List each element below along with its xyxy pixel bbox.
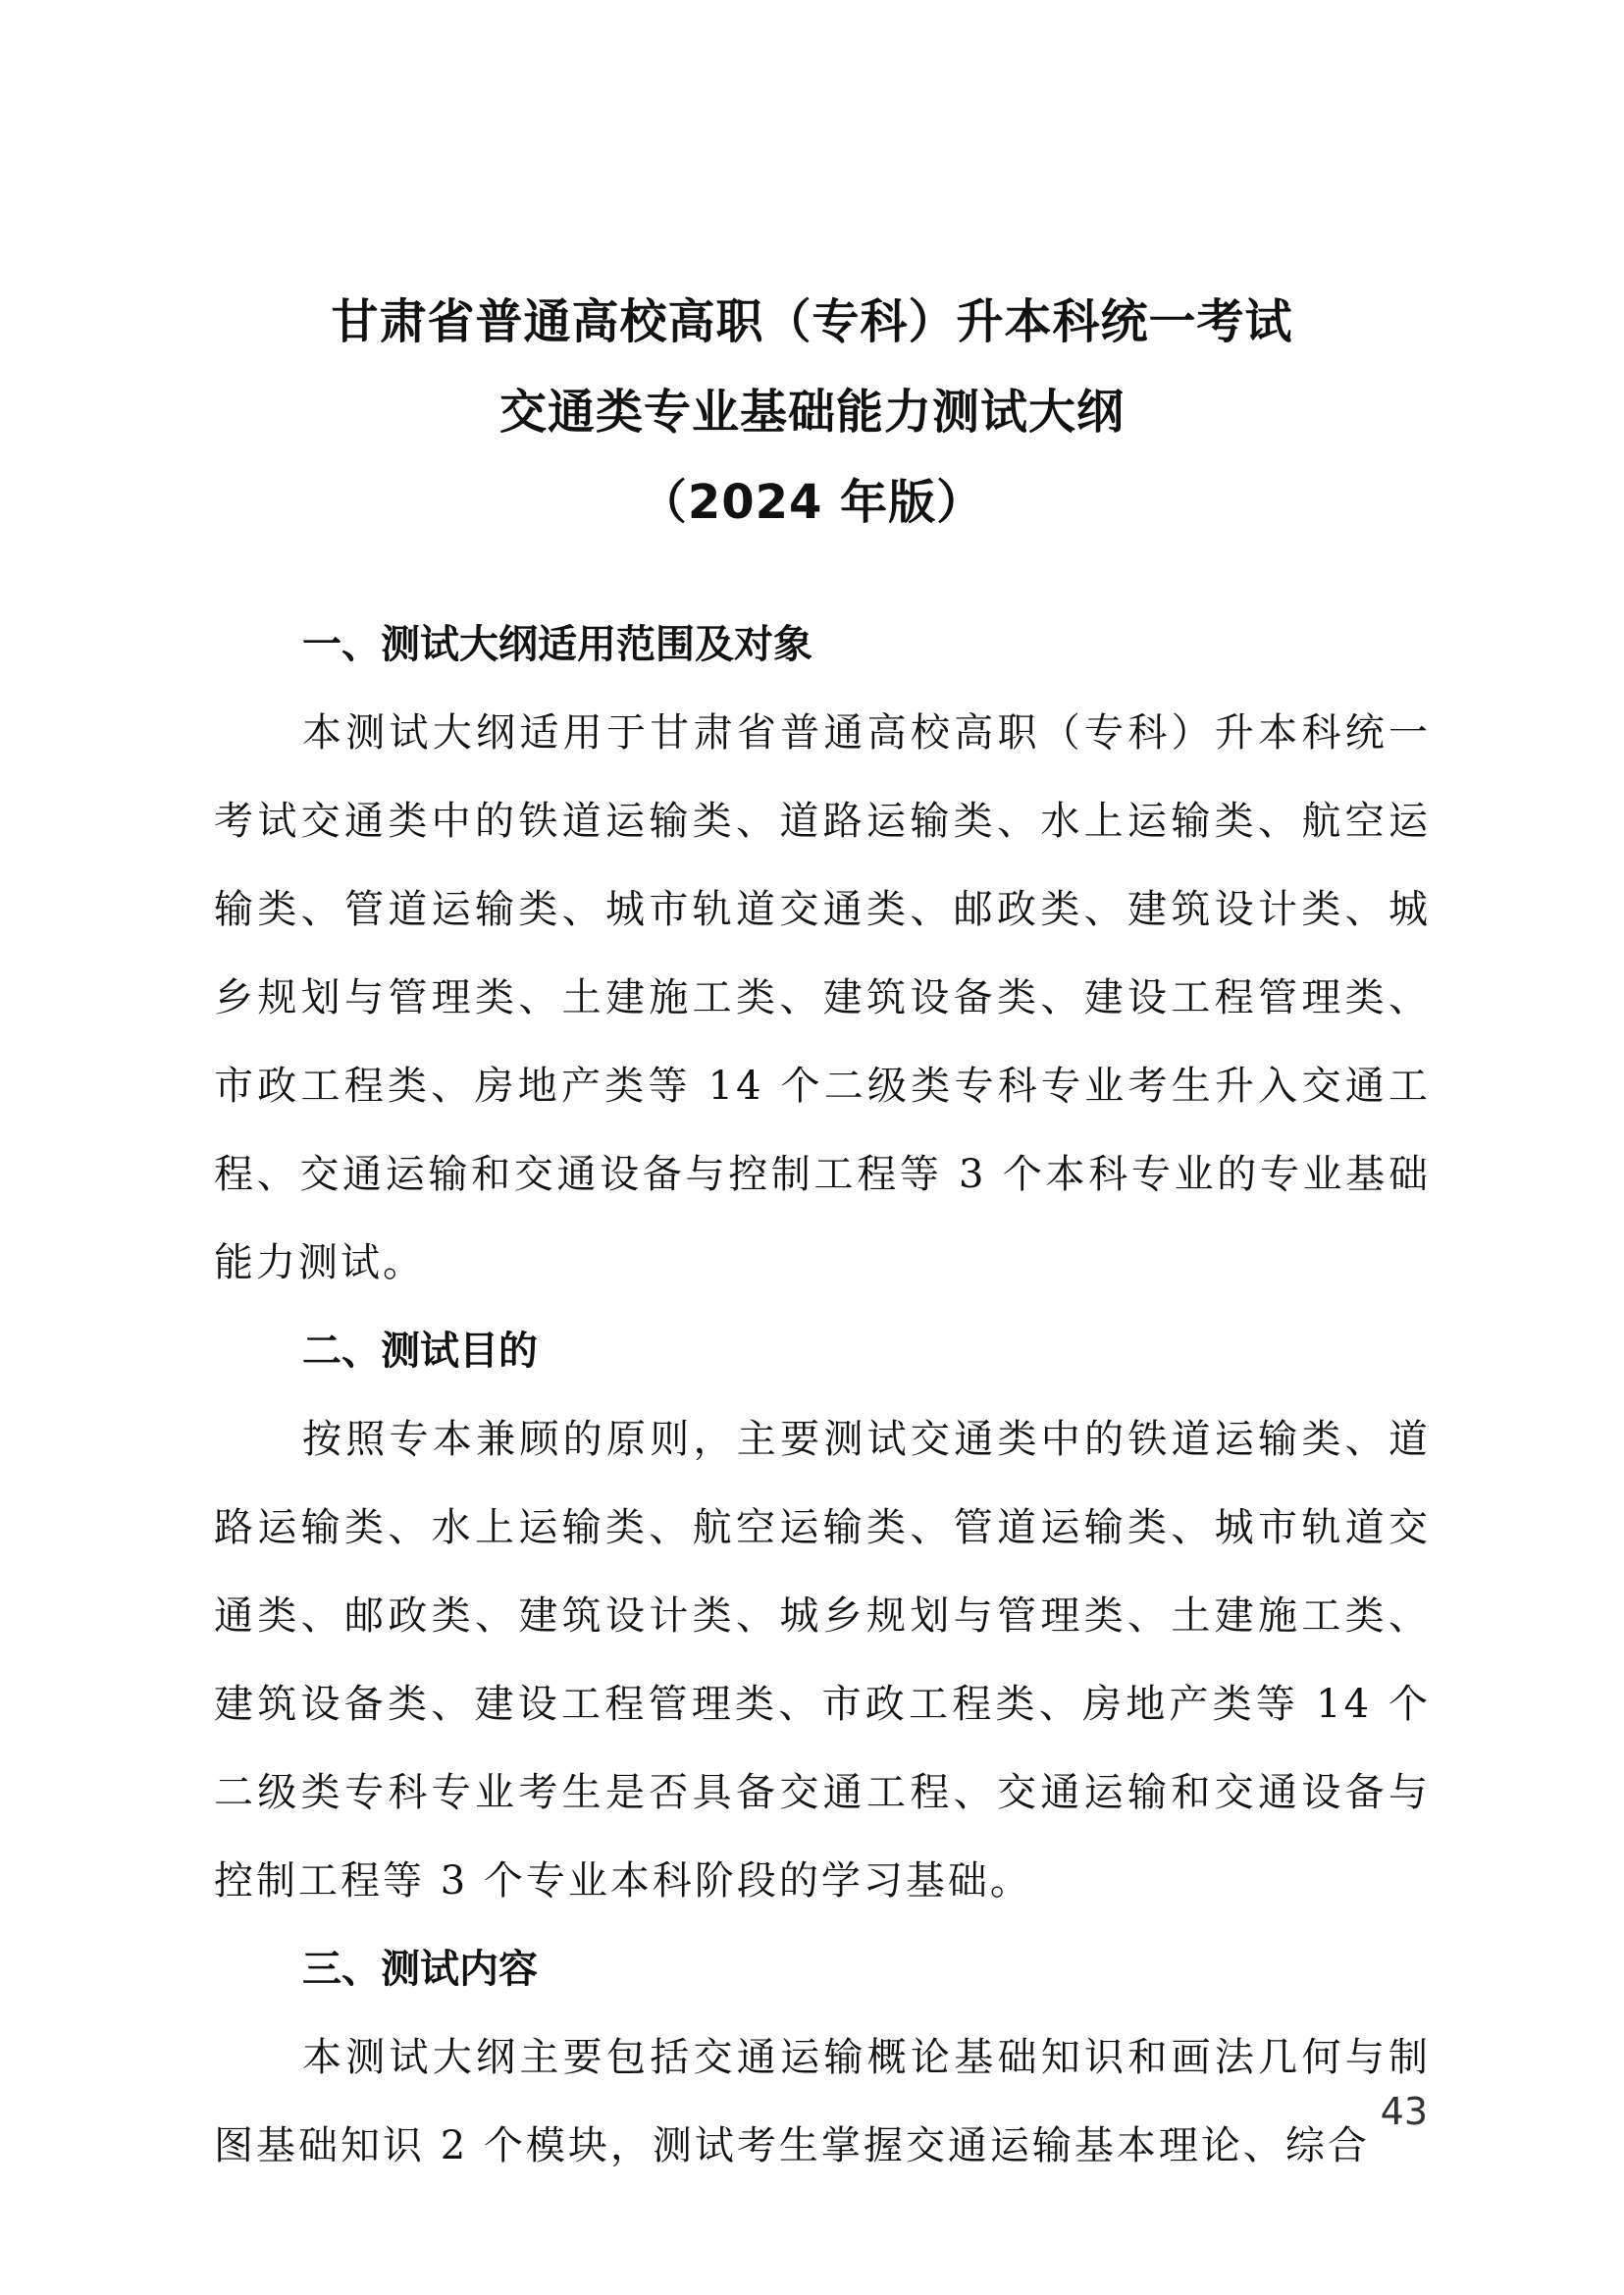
page-number: 43 <box>1380 2090 1428 2133</box>
section-paragraph-content: 本测试大纲主要包括交通运输概论基础知识和画法几何与制图基础知识 2 个模块，测试考生掌握交通运输基本理论、综合 <box>214 2035 1431 2168</box>
title-line-2: 交通类专业基础能力测试大纲 <box>498 385 1125 440</box>
section-heading-scope: 一、测试大纲适用范围及对象 <box>302 622 812 667</box>
section-heading-content: 三、测试内容 <box>302 1947 538 1992</box>
document-body <box>214 600 1431 2190</box>
document-title <box>0 277 1624 548</box>
section-paragraph-scope: 本测试大纲适用于甘肃省普通高校高职（专科）升本科统一考试交通类中的铁道运输类、道路运输类、水上运输类、航空运输类、管道运输类、城市轨道交通类、邮政类、建筑设计类、城乡规划与管理类、土建施工类、建筑设备类、建设工程管理类、市政工程类、房地产类等 14 个二级类专科专业考生升入交通工程、交通运输和交通设备与控制工程等 3 个本科专业的专业基础能力测试。 <box>214 710 1431 1285</box>
title-line-1: 甘肃省普通高校高职（专科）升本科统一考试 <box>331 294 1293 349</box>
section-heading-purpose: 二、测试目的 <box>302 1329 538 1374</box>
title-line-3: （2024 年版） <box>639 475 985 530</box>
section-paragraph-purpose: 按照专本兼顾的原则，主要测试交通类中的铁道运输类、道路运输类、水上运输类、航空运输类、管道运输类、城市轨道交通类、邮政类、建筑设计类、城乡规划与管理类、土建施工类、建筑设备类、建设工程管理类、市政工程类、房地产类等 14 个二级类专科专业考生是否具备交通工程、交通运输和交通设备与控制工程等 3 个专业本科阶段的学习基础。 <box>214 1417 1431 1904</box>
